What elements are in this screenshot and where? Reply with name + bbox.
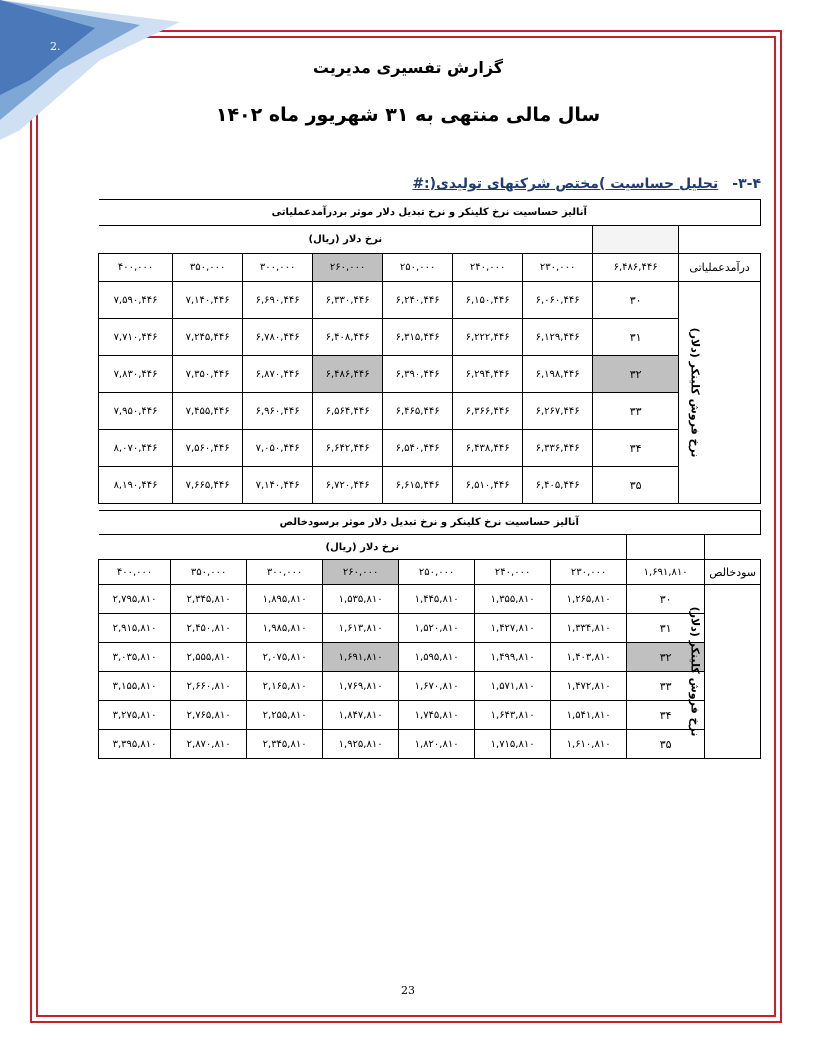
clinker-rate-cell: ۳۳ bbox=[627, 672, 705, 701]
table-cell: ۲,۹۱۵,۸۱۰ bbox=[99, 614, 171, 643]
table-cell: ۶,۴۸۶,۴۴۶ bbox=[313, 356, 383, 393]
table-cell: ۲,۶۶۰,۸۱۰ bbox=[171, 672, 247, 701]
row-axis-label-text: نرخ فروش کلینکر (دلار) bbox=[688, 606, 702, 737]
table-cell: ۳,۳۹۵,۸۱۰ bbox=[99, 730, 171, 759]
row-axis-label-text: نرخ فروش کلینکر (دلار) bbox=[688, 327, 702, 458]
table-title: آنالیز حساسیت نرخ کلینکر و نرخ تبدیل دلار موثر برسودخالص bbox=[99, 511, 761, 535]
clinker-rate-cell: ۳۴ bbox=[593, 430, 679, 467]
table-row bbox=[99, 585, 761, 614]
table-cell: ۱,۴۷۲,۸۱۰ bbox=[551, 672, 627, 701]
clinker-rate-cell: ۳۰ bbox=[593, 282, 679, 319]
clinker-rate-cell: ۳۲ bbox=[627, 643, 705, 672]
column-header: ۴۰۰,۰۰۰ bbox=[99, 254, 173, 282]
table-cell: ۶,۵۱۰,۴۴۶ bbox=[453, 467, 523, 504]
table-cell: ۶,۴۶۵,۴۴۶ bbox=[383, 393, 453, 430]
table-cell: ۱,۲۶۵,۸۱۰ bbox=[551, 585, 627, 614]
report-subtitle: سال مالی منتهی به ۳۱ شهریور ماه ۱۴۰۲ bbox=[215, 104, 601, 126]
column-header: ۳۵۰,۰۰۰ bbox=[171, 560, 247, 585]
table-cell: ۱,۷۱۵,۸۱۰ bbox=[475, 730, 551, 759]
table-cell: ۷,۹۵۰,۴۴۶ bbox=[99, 393, 173, 430]
header-spacer bbox=[627, 535, 705, 560]
table-row bbox=[99, 430, 761, 467]
table-cell: ۱,۶۴۳,۸۱۰ bbox=[475, 701, 551, 730]
table-row bbox=[99, 701, 761, 730]
table-cell: ۱,۸۴۷,۸۱۰ bbox=[323, 701, 399, 730]
table-cell: ۱,۸۹۵,۸۱۰ bbox=[247, 585, 323, 614]
table-cell: ۶,۴۰۸,۴۴۶ bbox=[313, 319, 383, 356]
column-header: ۲۶۰,۰۰۰ bbox=[323, 560, 399, 585]
dollar-rate-header: نرخ دلار (ریال) bbox=[99, 226, 593, 254]
table-cell: ۶,۳۱۵,۴۴۶ bbox=[383, 319, 453, 356]
table-cell: ۲,۵۵۵,۸۱۰ bbox=[171, 643, 247, 672]
table-cell: ۲,۰۷۵,۸۱۰ bbox=[247, 643, 323, 672]
column-header: ۲۴۰,۰۰۰ bbox=[453, 254, 523, 282]
table-cell: ۱,۹۲۵,۸۱۰ bbox=[323, 730, 399, 759]
table-cell: ۶,۱۹۸,۴۴۶ bbox=[523, 356, 593, 393]
table-cell: ۳,۰۳۵,۸۱۰ bbox=[99, 643, 171, 672]
table-cell: ۲,۷۹۵,۸۱۰ bbox=[99, 585, 171, 614]
report-title: گزارش تفسیری مدیریت bbox=[312, 58, 504, 77]
table-cell: ۱,۷۶۹,۸۱۰ bbox=[323, 672, 399, 701]
section-heading bbox=[412, 176, 761, 192]
table-cell: ۶,۱۵۰,۴۴۶ bbox=[453, 282, 523, 319]
table-cell: ۲,۷۶۵,۸۱۰ bbox=[171, 701, 247, 730]
table-cell: ۶,۰۶۰,۴۴۶ bbox=[523, 282, 593, 319]
column-header: ۳۰۰,۰۰۰ bbox=[243, 254, 313, 282]
base-value: ۶,۴۸۶,۴۴۶ bbox=[593, 254, 679, 282]
row-axis-label bbox=[688, 585, 761, 759]
table-cell: ۶,۵۶۴,۴۴۶ bbox=[313, 393, 383, 430]
section-title: تحلیل حساسیت )مختص شرکتهای تولیدی(:# bbox=[412, 176, 719, 192]
table-cell: ۷,۴۵۵,۴۴۶ bbox=[173, 393, 243, 430]
clinker-rate-cell: ۳۰ bbox=[627, 585, 705, 614]
table-cell: ۱,۶۹۱,۸۱۰ bbox=[323, 643, 399, 672]
table-cell: ۱,۴۹۹,۸۱۰ bbox=[475, 643, 551, 672]
corner-label: درآمدعملیاتی bbox=[679, 254, 761, 282]
clinker-rate-cell: ۳۳ bbox=[593, 393, 679, 430]
table-cell: ۲,۲۵۵,۸۱۰ bbox=[247, 701, 323, 730]
table-cell: ۲,۸۷۰,۸۱۰ bbox=[171, 730, 247, 759]
page-tag: 2. bbox=[50, 40, 61, 53]
clinker-rate-cell: ۳۱ bbox=[627, 614, 705, 643]
dollar-rate-header: نرخ دلار (ریال) bbox=[99, 535, 627, 560]
table-cell: ۷,۲۴۵,۴۴۶ bbox=[173, 319, 243, 356]
table-cell: ۱,۸۲۰,۸۱۰ bbox=[399, 730, 475, 759]
page-number: 23 bbox=[401, 984, 415, 997]
table-cell: ۶,۶۹۰,۴۴۶ bbox=[243, 282, 313, 319]
base-value: ۱,۶۹۱,۸۱۰ bbox=[627, 560, 705, 585]
clinker-rate-cell: ۳۱ bbox=[593, 319, 679, 356]
table-cell: ۷,۱۴۰,۴۴۶ bbox=[173, 282, 243, 319]
table-cell: ۱,۶۱۰,۸۱۰ bbox=[551, 730, 627, 759]
table-cell: ۷,۵۶۰,۴۴۶ bbox=[173, 430, 243, 467]
table-cell: ۷,۱۴۰,۴۴۶ bbox=[243, 467, 313, 504]
table-cell: ۳,۲۷۵,۸۱۰ bbox=[99, 701, 171, 730]
table-cell: ۷,۰۵۰,۴۴۶ bbox=[243, 430, 313, 467]
table-cell: ۱,۶۷۰,۸۱۰ bbox=[399, 672, 475, 701]
table-cell: ۶,۵۴۰,۴۴۶ bbox=[383, 430, 453, 467]
table-row bbox=[99, 467, 761, 504]
column-header: ۲۳۰,۰۰۰ bbox=[523, 254, 593, 282]
clinker-rate-cell: ۳۵ bbox=[627, 730, 705, 759]
table-cell: ۱,۳۳۴,۸۱۰ bbox=[551, 614, 627, 643]
column-header: ۳۰۰,۰۰۰ bbox=[247, 560, 323, 585]
table-title: آنالیز حساسیت نرخ کلینکر و نرخ تبدیل دلار موثر بردرآمدعملیاتی bbox=[99, 200, 761, 226]
table-cell: ۶,۴۳۸,۴۴۶ bbox=[453, 430, 523, 467]
table-cell: ۳,۱۵۵,۸۱۰ bbox=[99, 672, 171, 701]
table-cell: ۶,۹۶۰,۴۴۶ bbox=[243, 393, 313, 430]
table-cell: ۶,۳۳۰,۴۴۶ bbox=[313, 282, 383, 319]
table-cell: ۶,۸۷۰,۴۴۶ bbox=[243, 356, 313, 393]
table-cell: ۲,۳۴۵,۸۱۰ bbox=[171, 585, 247, 614]
table-cell: ۷,۶۶۵,۴۴۶ bbox=[173, 467, 243, 504]
table-cell: ۶,۷۸۰,۴۴۶ bbox=[243, 319, 313, 356]
table-cell: ۲,۴۵۰,۸۱۰ bbox=[171, 614, 247, 643]
table-cell: ۷,۵۹۰,۴۴۶ bbox=[99, 282, 173, 319]
column-header: ۳۵۰,۰۰۰ bbox=[173, 254, 243, 282]
column-header: ۲۶۰,۰۰۰ bbox=[313, 254, 383, 282]
clinker-rate-cell: ۳۵ bbox=[593, 467, 679, 504]
table-cell: ۶,۲۴۰,۴۴۶ bbox=[383, 282, 453, 319]
sensitivity-table-revenue bbox=[98, 199, 761, 504]
column-header: ۲۵۰,۰۰۰ bbox=[383, 254, 453, 282]
table-cell: ۱,۴۴۵,۸۱۰ bbox=[399, 585, 475, 614]
sensitivity-table-net-profit bbox=[98, 510, 761, 759]
table-cell: ۸,۱۹۰,۴۴۶ bbox=[99, 467, 173, 504]
table-cell: ۲,۳۴۵,۸۱۰ bbox=[247, 730, 323, 759]
clinker-rate-cell: ۳۲ bbox=[593, 356, 679, 393]
clinker-rate-cell: ۳۴ bbox=[627, 701, 705, 730]
column-header: ۲۵۰,۰۰۰ bbox=[399, 560, 475, 585]
column-header: ۲۴۰,۰۰۰ bbox=[475, 560, 551, 585]
table-cell: ۱,۵۳۵,۸۱۰ bbox=[323, 585, 399, 614]
section-number: ۳-۴- bbox=[732, 176, 761, 192]
table-cell: ۱,۴۲۷,۸۱۰ bbox=[475, 614, 551, 643]
corner-label: سودخالص bbox=[705, 560, 761, 585]
table-row bbox=[99, 282, 761, 319]
row-axis-label bbox=[679, 282, 761, 504]
table-cell: ۶,۱۲۹,۴۴۶ bbox=[523, 319, 593, 356]
table-cell: ۱,۶۱۳,۸۱۰ bbox=[323, 614, 399, 643]
table-cell: ۶,۳۶۶,۴۴۶ bbox=[453, 393, 523, 430]
table-cell: ۱,۵۴۱,۸۱۰ bbox=[551, 701, 627, 730]
table-cell: ۶,۲۹۴,۴۴۶ bbox=[453, 356, 523, 393]
table-cell: ۶,۲۶۷,۴۴۶ bbox=[523, 393, 593, 430]
table-cell: ۶,۷۲۰,۴۴۶ bbox=[313, 467, 383, 504]
table-cell: ۷,۷۱۰,۴۴۶ bbox=[99, 319, 173, 356]
header-spacer bbox=[593, 226, 679, 254]
table-cell: ۱,۷۴۵,۸۱۰ bbox=[399, 701, 475, 730]
table-row bbox=[99, 730, 761, 759]
table-cell: ۱,۵۲۰,۸۱۰ bbox=[399, 614, 475, 643]
table-cell: ۶,۳۹۰,۴۴۶ bbox=[383, 356, 453, 393]
table-cell: ۱,۹۸۵,۸۱۰ bbox=[247, 614, 323, 643]
table-cell: ۲,۱۶۵,۸۱۰ bbox=[247, 672, 323, 701]
table-cell: ۶,۶۴۲,۴۴۶ bbox=[313, 430, 383, 467]
table-cell: ۱,۴۰۳,۸۱۰ bbox=[551, 643, 627, 672]
table-cell: ۶,۳۳۶,۴۴۶ bbox=[523, 430, 593, 467]
table-row bbox=[99, 614, 761, 643]
table-cell: ۱,۵۷۱,۸۱۰ bbox=[475, 672, 551, 701]
table-cell: ۷,۳۵۰,۴۴۶ bbox=[173, 356, 243, 393]
table-cell: ۷,۸۳۰,۴۴۶ bbox=[99, 356, 173, 393]
table-row bbox=[99, 319, 761, 356]
table-cell: ۶,۴۰۵,۴۴۶ bbox=[523, 467, 593, 504]
table-cell: ۱,۵۹۵,۸۱۰ bbox=[399, 643, 475, 672]
table-cell: ۱,۳۵۵,۸۱۰ bbox=[475, 585, 551, 614]
table-cell: ۶,۶۱۵,۴۴۶ bbox=[383, 467, 453, 504]
column-header: ۲۳۰,۰۰۰ bbox=[551, 560, 627, 585]
table-cell: ۶,۲۲۲,۴۴۶ bbox=[453, 319, 523, 356]
column-header: ۴۰۰,۰۰۰ bbox=[99, 560, 171, 585]
table-cell: ۸,۰۷۰,۴۴۶ bbox=[99, 430, 173, 467]
